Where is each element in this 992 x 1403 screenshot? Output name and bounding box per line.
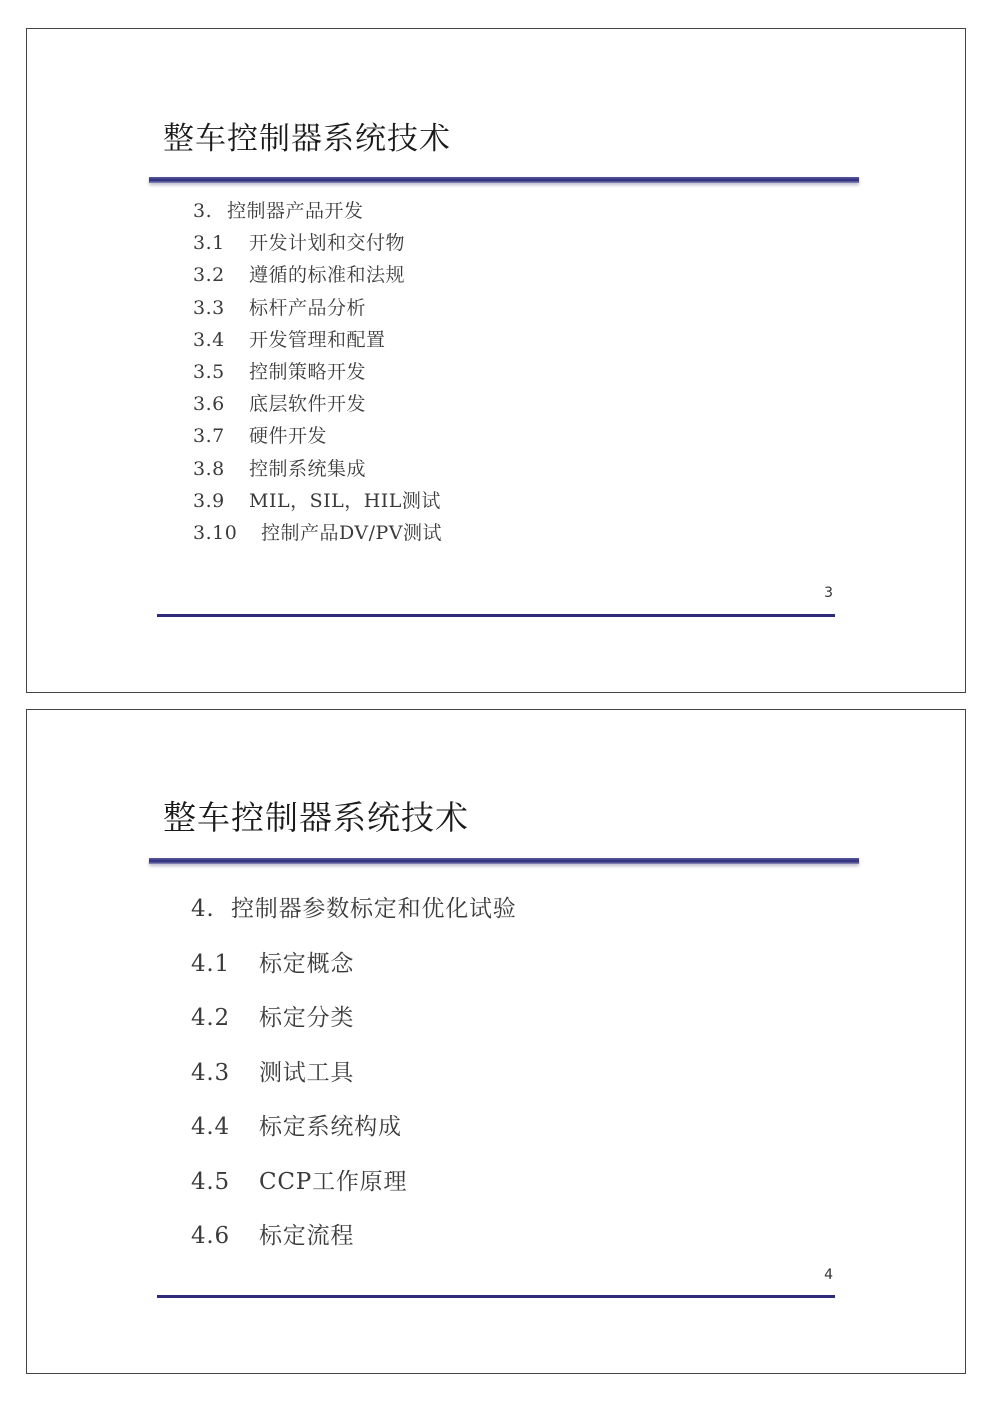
toc-text: 标定分类: [259, 1005, 355, 1031]
toc-text: 控制器参数标定和优化试验: [231, 896, 517, 922]
toc-text: 标定概念: [259, 950, 355, 977]
toc-item: [191, 991, 517, 1046]
toc-item: [193, 420, 442, 452]
toc-item: [193, 324, 442, 356]
slide-page-4: [26, 709, 966, 1374]
title-divider: [149, 858, 859, 864]
toc-item: [193, 388, 442, 420]
toc-item: [191, 1100, 517, 1155]
toc-number: 3.2: [193, 264, 225, 287]
toc-text: 遵循的标准和法规: [249, 264, 406, 287]
toc-number: 4.: [191, 896, 215, 922]
toc-section-heading: [191, 882, 517, 937]
toc-item: [193, 517, 442, 549]
toc-number: 3.8: [193, 457, 225, 480]
toc-text: 开发计划和交付物: [249, 232, 406, 255]
toc-number: 4.4: [191, 1114, 230, 1140]
toc-text: 控制产品DV/PV测试: [261, 521, 443, 544]
toc-number: 4.2: [191, 1005, 230, 1031]
toc-number: 3.: [193, 200, 213, 222]
toc-number: 3.10: [193, 521, 238, 544]
toc-item: [193, 485, 442, 517]
toc-item: [191, 1046, 517, 1101]
footer-divider: [157, 1295, 835, 1298]
toc-list: [191, 882, 517, 1264]
footer-divider: [157, 614, 835, 617]
toc-number: 3.5: [193, 360, 225, 383]
toc-number: 3.1: [193, 232, 225, 255]
toc-number: 4.5: [191, 1168, 230, 1195]
toc-list: [193, 195, 442, 549]
slide-page-3: [26, 28, 966, 693]
toc-number: 3.6: [193, 393, 225, 416]
page-number: 3: [824, 585, 833, 601]
toc-text: 测试工具: [259, 1059, 355, 1086]
page-number: 4: [824, 1267, 833, 1283]
toc-text: 标定系统构成: [259, 1114, 402, 1140]
toc-text: 标定流程: [259, 1223, 355, 1249]
toc-text: 控制器产品开发: [227, 200, 364, 222]
title-divider: [149, 177, 859, 183]
toc-number: 3.3: [193, 296, 225, 319]
toc-number: 3.7: [193, 425, 225, 448]
toc-text: 硬件开发: [249, 425, 328, 448]
toc-text: CCP工作原理: [259, 1168, 408, 1195]
toc-item: [193, 356, 442, 388]
slide-title: 整车控制器系统技术: [163, 121, 451, 157]
toc-text: MIL，SIL，HIL测试: [249, 489, 441, 512]
toc-item: [191, 1155, 517, 1210]
toc-number: 4.6: [191, 1223, 230, 1249]
toc-item: [193, 292, 442, 324]
toc-number: 4.1: [191, 950, 230, 977]
toc-text: 控制策略开发: [249, 360, 367, 383]
toc-text: 底层软件开发: [249, 393, 367, 416]
toc-item: [193, 227, 442, 259]
toc-item: [193, 453, 442, 485]
toc-text: 开发管理和配置: [249, 328, 386, 351]
toc-number: 3.9: [193, 489, 225, 512]
toc-item: [193, 259, 442, 291]
toc-item: [191, 937, 517, 992]
toc-text: 控制系统集成: [249, 457, 367, 480]
toc-item: [191, 1209, 517, 1264]
toc-text: 标杆产品分析: [249, 296, 367, 319]
toc-section-heading: [193, 195, 442, 227]
toc-number: 4.3: [191, 1059, 230, 1086]
toc-number: 3.4: [193, 328, 225, 351]
slide-title: 整车控制器系统技术: [163, 798, 469, 837]
